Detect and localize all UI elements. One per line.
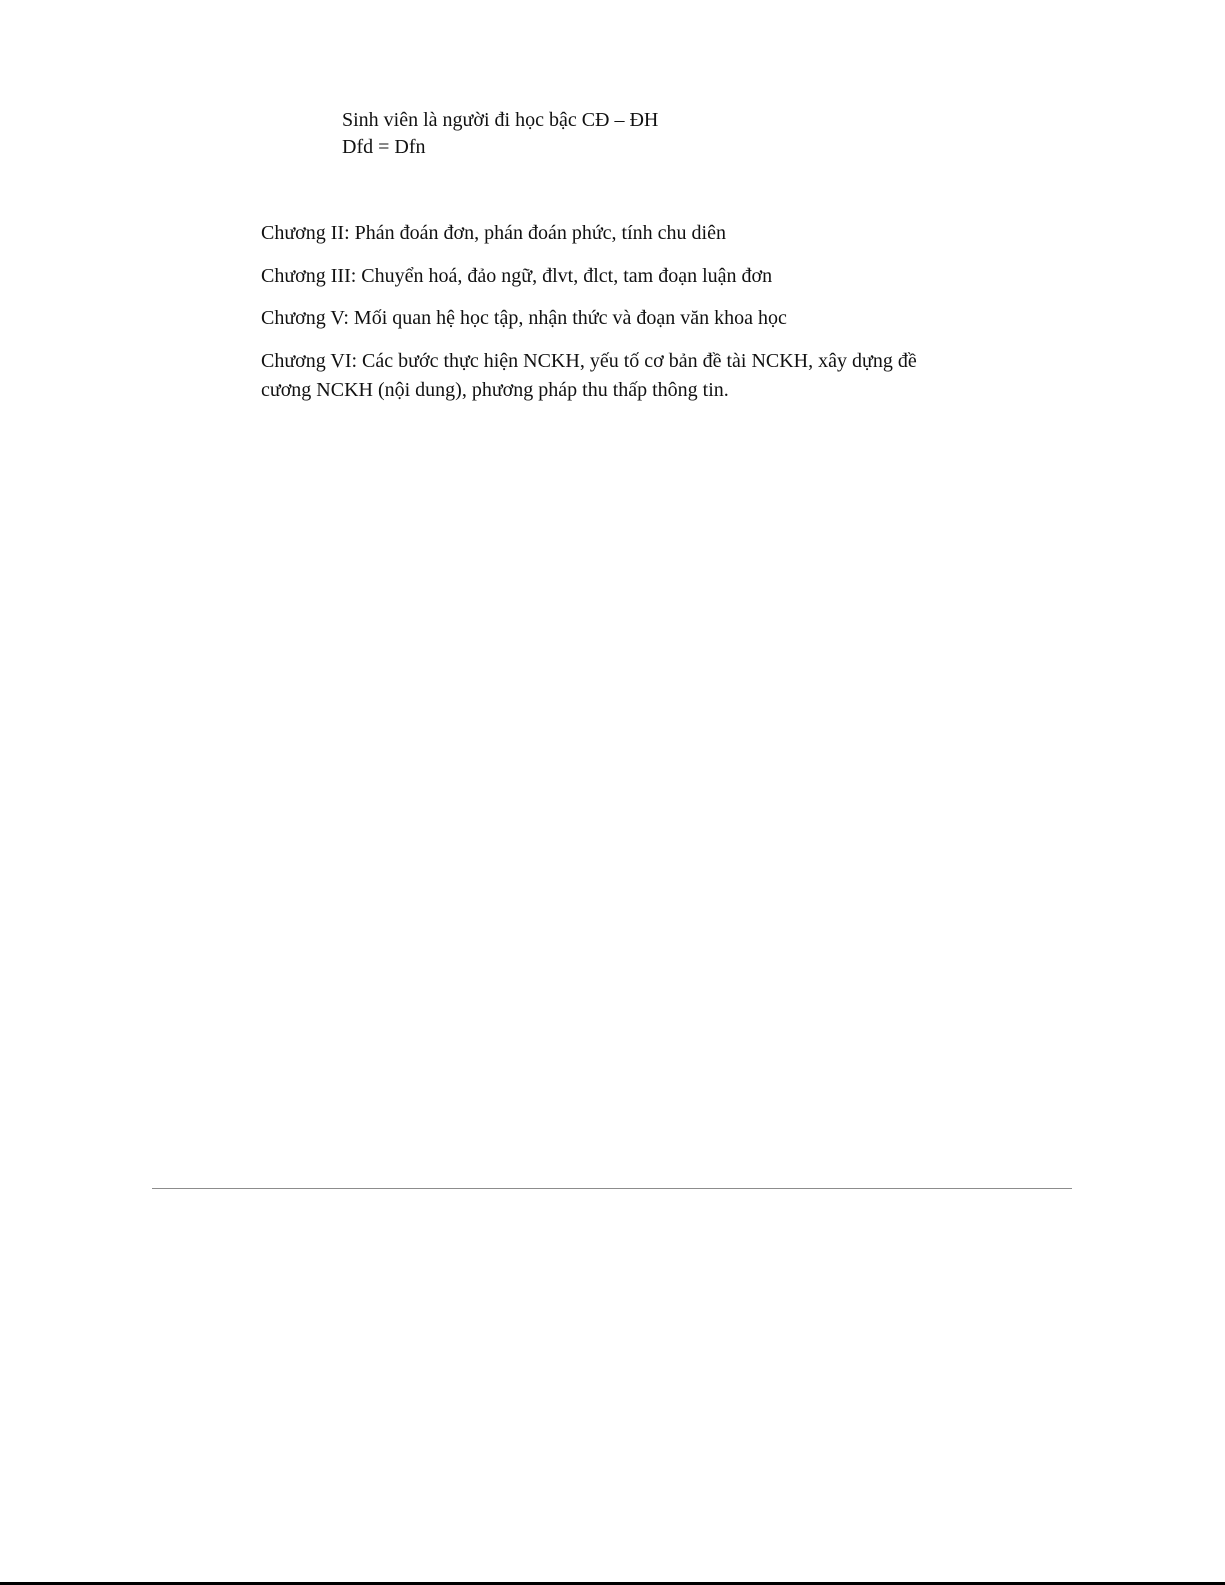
chapter-2-summary: Chương II: Phán đoán đơn, phán đoán phức, tính chu diên (261, 222, 726, 244)
chapter-5-summary: Chương V: Mối quan hệ học tập, nhận thức và đoạn văn khoa học (261, 307, 787, 329)
definition-line-2: Dfd = Dfn (342, 136, 426, 158)
chapter-6-summary: Chương VI: Các bước thực hiện NCKH, yếu tố cơ bản đề tài NCKH, xây dựng đề cương NCKH (nội dung), phương pháp thu thấp thông tin. (261, 350, 917, 401)
page-divider (152, 1188, 1072, 1189)
definition-line-1: Sinh viên là người đi học bậc CĐ – ĐH (342, 109, 659, 131)
chapter-3-summary: Chương III: Chuyển hoá, đảo ngữ, đlvt, đlct, tam đoạn luận đơn (261, 265, 773, 287)
